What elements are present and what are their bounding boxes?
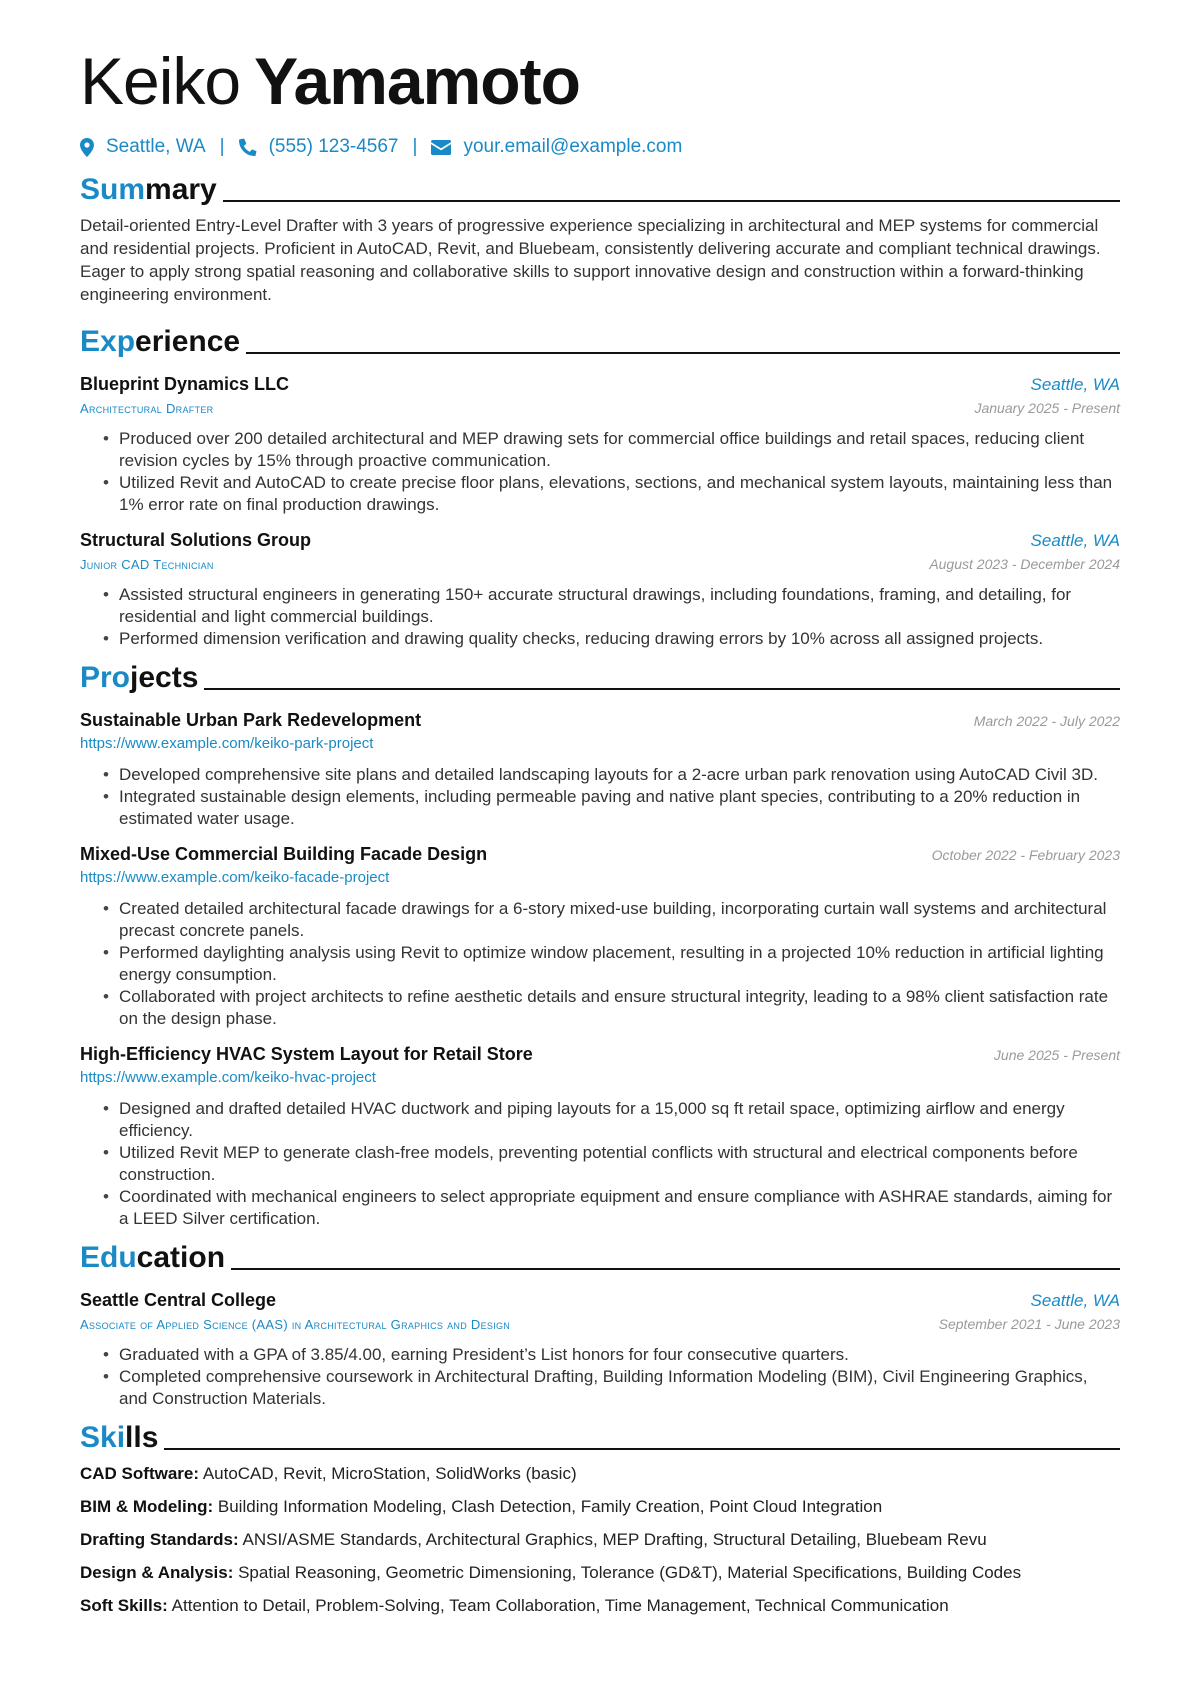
contact-separator: |	[219, 136, 225, 157]
last-name: Yamamoto	[254, 44, 580, 118]
skill-row	[80, 1594, 1120, 1617]
project-name: High-Efficiency HVAC System Layout for Retail Store	[80, 1044, 533, 1064]
school-location: Seattle, WA	[1030, 1291, 1120, 1310]
bullet-item: • Performed dimension verification and drawing quality checks, reducing drawing errors by 10% across all assigned projects.	[80, 628, 1120, 650]
project-entry	[80, 708, 1120, 830]
bullet-item: • Designed and drafted detailed HVAC ductwork and piping layouts for a 15,000 sq ft retail space, optimizing airflow and energy efficiency.	[80, 1098, 1120, 1142]
candidate-name	[80, 40, 1120, 122]
bullet-item: • Developed comprehensive site plans and detailed landscaping layouts for a 2-acre urban park renovation using AutoCAD Civil 3D.	[80, 764, 1120, 786]
section-heading-skills	[80, 1416, 1120, 1456]
email-link: your.email@example.com	[463, 136, 683, 157]
bullet-item: • Produced over 200 detailed architectural and MEP drawing sets for commercial office buildings and retail spaces, reducing client revision cycles by 15% through proactive communication.	[80, 428, 1120, 472]
project-link[interactable]: https://www.example.com/keiko-hvac-project	[80, 1069, 376, 1086]
project-name: Mixed-Use Commercial Building Facade Design	[80, 844, 488, 864]
bullet-item: • Utilized Revit MEP to generate clash-free models, preventing potential conflicts with structural and electrical components before construction.	[80, 1142, 1120, 1186]
education-dates: September 2021 - June 2023	[938, 1316, 1120, 1332]
section-divider	[223, 200, 1120, 202]
skill-value: Attention to Detail, Problem-Solving, Team Collaboration, Time Management, Technical Communication	[171, 1596, 949, 1615]
section-divider	[164, 1448, 1120, 1450]
skill-value: AutoCAD, Revit, MicroStation, SolidWorks (basic)	[202, 1464, 577, 1483]
skill-label: Drafting Standards:	[80, 1530, 239, 1549]
location-text: Seattle, WA	[106, 136, 206, 157]
skill-label: BIM & Modeling:	[80, 1497, 214, 1516]
employer-name: Blueprint Dynamics LLC	[80, 374, 290, 394]
section-title: Education	[80, 1241, 226, 1274]
section-title: Summary	[80, 173, 217, 206]
bullet-list	[80, 1344, 1120, 1410]
bullet-list	[80, 764, 1120, 830]
experience-entry	[80, 372, 1120, 516]
phone-text: (555) 123-4567	[268, 136, 399, 157]
skill-value: ANSI/ASME Standards, Architectural Graphics, MEP Drafting, Structural Detailing, Bluebeam Revu	[242, 1530, 987, 1549]
skill-value: Spatial Reasoning, Geometric Dimensioning, Tolerance (GD&T), Material Specifications, Building Codes	[238, 1563, 1022, 1582]
bullet-item: • Graduated with a GPA of 3.85/4.00, earning President’s List honors for four consecutive quarters.	[80, 1344, 1120, 1366]
section-title: Experience	[80, 325, 241, 358]
skill-value: Building Information Modeling, Clash Detection, Family Creation, Point Cloud Integration	[217, 1497, 883, 1516]
contact-line	[80, 132, 1120, 162]
experience-entry	[80, 528, 1120, 650]
contact-location	[80, 136, 206, 158]
job-dates: January 2025 - Present	[974, 400, 1120, 416]
contact-email[interactable]	[431, 136, 682, 158]
skill-row	[80, 1495, 1120, 1518]
section-heading-experience	[80, 320, 1120, 360]
skill-row	[80, 1561, 1120, 1584]
section-title: Skills	[80, 1421, 159, 1454]
job-location: Seattle, WA	[1030, 375, 1120, 394]
section-heading-projects	[80, 656, 1120, 696]
school-name: Seattle Central College	[80, 1290, 277, 1310]
contact-phone[interactable]	[239, 136, 399, 158]
phone-icon	[239, 138, 257, 156]
project-dates: March 2022 - July 2022	[973, 713, 1120, 729]
section-heading-education	[80, 1236, 1120, 1276]
project-entry	[80, 1042, 1120, 1230]
bullet-item: • Performed daylighting analysis using Revit to optimize window placement, resulting in a projected 10% reduction in artificial lighting energy consumption.	[80, 942, 1120, 986]
contact-separator: |	[412, 136, 418, 157]
bullet-item: • Utilized Revit and AutoCAD to create precise floor plans, elevations, sections, and mechanical system layouts, maintaining less than 1% error rate on final production drawings.	[80, 472, 1120, 516]
job-title: Architectural Drafter	[80, 401, 214, 416]
job-title: Junior CAD Technician	[80, 557, 214, 572]
bullet-item: • Assisted structural engineers in generating 150+ accurate structural drawings, including foundations, framing, and detailing, for residential and light commercial buildings.	[80, 584, 1120, 628]
bullet-list	[80, 1098, 1120, 1230]
bullet-item: • Collaborated with project architects to refine aesthetic details and ensure structural integrity, leading to a 98% client satisfaction rate on the design phase.	[80, 986, 1120, 1030]
section-heading-summary	[80, 168, 1120, 208]
skill-row	[80, 1528, 1120, 1551]
skill-row	[80, 1462, 1120, 1485]
job-location: Seattle, WA	[1030, 531, 1120, 550]
project-dates: June 2025 - Present	[993, 1047, 1120, 1063]
education-entry	[80, 1288, 1120, 1410]
map-pin-icon	[80, 138, 94, 157]
section-divider	[231, 1268, 1120, 1270]
summary-text: Detail-oriented Entry-Level Drafter with 3 years of progressive experience specializing in architectural and MEP systems for commercial and residential projects. Proficient in AutoCAD, Revit, and Bluebeam, consistently delivering accurate and compliant technical drawings. Eager to apply strong spatial reasoning and collaborative skills to support innovative design and construction within a forward-thinking engineering environment.	[80, 216, 1101, 304]
skill-label: Design & Analysis:	[80, 1563, 234, 1582]
skill-label: CAD Software:	[80, 1464, 200, 1483]
job-dates: August 2023 - December 2024	[929, 556, 1120, 572]
first-name: Keiko	[80, 44, 241, 118]
project-name: Sustainable Urban Park Redevelopment	[80, 710, 422, 730]
section-divider	[246, 352, 1120, 354]
resume-page	[80, 40, 1120, 1617]
project-dates: October 2022 - February 2023	[931, 847, 1120, 863]
skill-label: Soft Skills:	[80, 1596, 168, 1615]
bullet-item: • Integrated sustainable design elements, including permeable paving and native plant species, contributing to a 20% reduction in estimated water usage.	[80, 786, 1120, 830]
section-divider	[204, 688, 1120, 690]
project-link[interactable]: https://www.example.com/keiko-park-project	[80, 735, 374, 752]
degree-title: Associate of Applied Science (AAS) in Architectural Graphics and Design	[80, 1317, 511, 1332]
bullet-list	[80, 428, 1120, 516]
project-link[interactable]: https://www.example.com/keiko-facade-project	[80, 869, 390, 886]
bullet-item: • Coordinated with mechanical engineers to select appropriate equipment and ensure compliance with ASHRAE standards, aiming for a LEED Silver certification.	[80, 1186, 1120, 1230]
project-entry	[80, 842, 1120, 1030]
section-title: Projects	[80, 661, 199, 694]
bullet-item: • Completed comprehensive coursework in Architectural Drafting, Building Information Modeling (BIM), Civil Engineering Graphics, and Construction Materials.	[80, 1366, 1120, 1410]
employer-name: Structural Solutions Group	[80, 530, 312, 550]
bullet-item: • Created detailed architectural facade drawings for a 6-story mixed-use building, incorporating curtain wall systems and architectural precast concrete panels.	[80, 898, 1120, 942]
bullet-list	[80, 898, 1120, 1030]
envelope-icon	[431, 140, 451, 155]
bullet-list	[80, 584, 1120, 650]
